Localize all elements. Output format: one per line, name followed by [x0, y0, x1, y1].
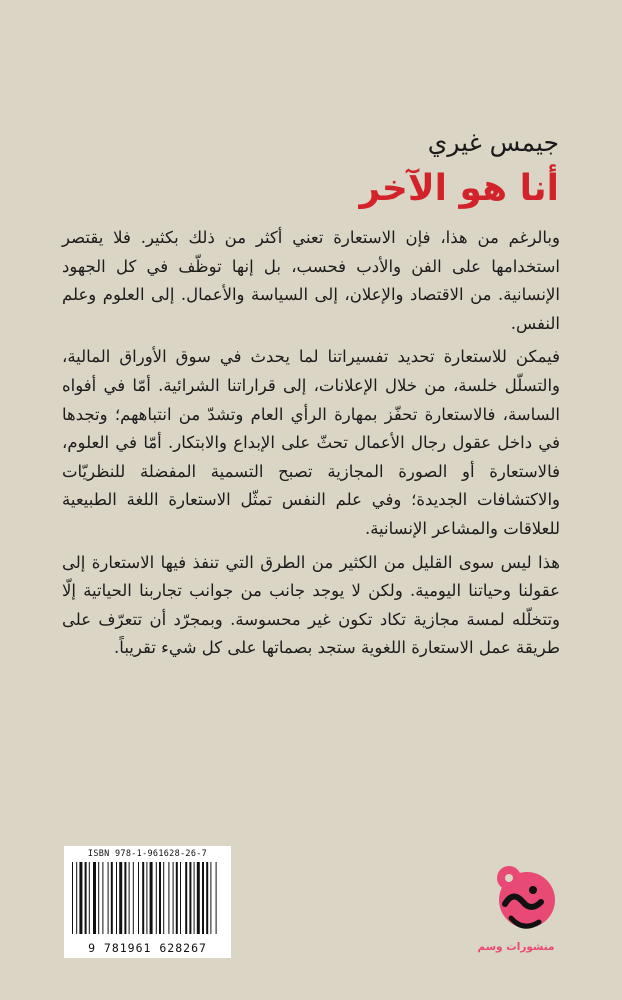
barcode-bar [173, 862, 174, 934]
publisher-name: منشورات وسم [477, 941, 555, 953]
barcode-bar [124, 862, 126, 934]
barcode-bar [76, 862, 77, 934]
barcode-bar [138, 862, 139, 934]
barcode-bar [206, 862, 208, 934]
barcode-bar [102, 862, 103, 934]
isbn-digits: 9 781961 628267 [88, 941, 207, 955]
barcode-bar [210, 862, 211, 934]
barcode-bar [89, 862, 90, 934]
barcode-bar [189, 862, 191, 934]
blurb-paragraph-1: وبالرغم من هذا، فإن الاستعارة تعني أكثر من ذلك بكثير. فلا يقتصر استخدامها على الفن والأدب فحسب، بل إنها توظّف في كل الجهود الإنسانية. من الاقتصاد والإعلان، إلى السياسة والأعمال. إلى العلوم وعلم النفس. [62, 228, 560, 333]
barcode-bar [159, 862, 161, 934]
barcode-bar [163, 862, 164, 934]
barcode-bar [194, 862, 195, 934]
barcode-bar [185, 862, 187, 934]
barcode-bar [146, 862, 147, 934]
barcode-bar [156, 862, 157, 934]
barcode-bar [202, 862, 204, 934]
blurb-paragraph-2: فيمكن للاستعارة تحديد تفسيراتنا لما يحدث في سوق الأوراق المالية، والتسلّل خلسة، من خلال الإعلانات، إلى قراراتنا الشرائية. أمّا في أفواه الساسة، فالاستعارة تحفّز بمهارة الرأي العام وتشدّ من انتباههم؛ وتجدها في داخل عقول رجال الأعمال تحثّ على الإبداع والابتكار. أمّا في العلوم، فالاستعارة أو الصورة المجازية تصبح التسمية المفضلة للنظريّات والاكتشافات الجديدة؛ وفي علم النفس تمثّل الاستعارة اللغة الطبيعية للعلاقات والمشاعر الإنسانية. [62, 347, 560, 538]
barcode-bar [142, 862, 144, 934]
barcode-bar [168, 862, 169, 934]
barcode-bar [216, 862, 217, 934]
isbn-barcode [64, 846, 231, 958]
barcode-bar [93, 862, 96, 934]
barcode-bar [129, 862, 130, 934]
barcode-bars [72, 862, 223, 934]
barcode-bar [72, 862, 73, 934]
blurb-text [62, 224, 560, 668]
barcode-bar [150, 862, 153, 934]
barcode-bar [108, 862, 109, 934]
barcode-bar [98, 862, 99, 934]
blurb-paragraph-3: هذا ليس سوى القليل من الكثير من الطرق التي تنفذ فيها الاستعارة إلى عقولنا وحياتنا اليومية. ولكن لا يوجد جانب من جوانب تجاربنا الحياتية إلّا وتتخلّله لمسة مجازية تكاد تكون غير محسوسة. وبمجرّد أن تتعرّف على طريقة عمل الاستعارة اللغوية ستجد بصماتها على كل شيء تقريباً. [62, 552, 560, 658]
barcode-bar [79, 862, 82, 934]
book-title: أنا هو الآخر [359, 168, 559, 209]
barcode-bar [176, 862, 178, 934]
barcode-bar [85, 862, 87, 934]
barcode-bar [180, 862, 181, 934]
barcode-bar [111, 862, 113, 934]
publisher-logo [487, 860, 559, 940]
barcode-bar [119, 862, 122, 934]
barcode-bar [133, 862, 134, 934]
barcode-bar [116, 862, 117, 934]
author-name: جيمس غيري [427, 128, 559, 157]
barcode-bar [197, 862, 200, 934]
isbn-label: ISBN 978-1-961628-26-7 [87, 849, 208, 859]
